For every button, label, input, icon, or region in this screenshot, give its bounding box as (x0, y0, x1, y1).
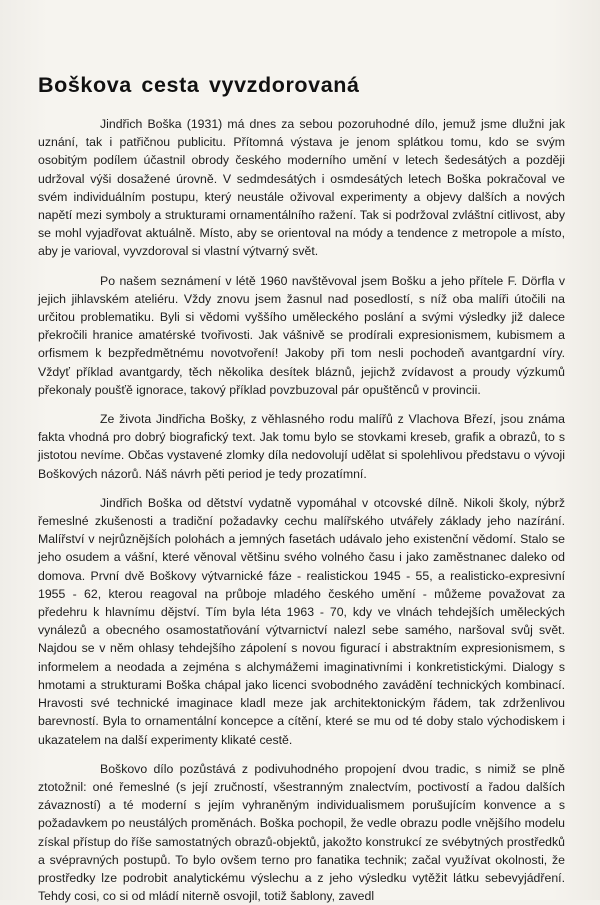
paragraph-1: Jindřich Boška (1931) má dnes za sebou pozoruhodné dílo, jemuž jsme dlužni jak uznání, tak i patřičnou publicitu. Přítomná výstava je jenom splátkou tomu, kdo se svým osobitým podílem účastnil obrody českého moderního umění v letech šedesátých a později udržoval výši dosažené úrovně. V sedmdesátých i osmdesátých letech Boška pokračoval ve svém individuálním postupu, který neustále oživoval experimenty a objevy dalších a nových napětí mezi symboly a strukturami ornamentálního ražení. Tak si podržoval zvláštní citlivost, aby se mohl vyjadřovat aktuálně. Místo, aby se orientoval na módy a tendence z metropole a místo, aby je varioval, vyvzdoroval si vlastní výtvarný svět. (38, 117, 565, 259)
paragraph-3: Ze života Jindřicha Bošky, z věhlasného rodu malířů z Vlachova Březí, jsou známa fakta vhodná pro dobrý biografický text. Jak tomu bylo se stovkami kreseb, grafik a obrazů, to s jistotou nevíme. Občas vystavené zlomky díla nedovolují udělat si spolehlivou představu o vývoji Boškových názorů. Náš návrh pěti period je tedy prozatímní. (38, 412, 565, 481)
paragraph-4: Jindřich Boška od dětství vydatně vypomáhal v otcovské dílně. Nikoli školy, nýbrž řemeslné zkušenosti a tradiční požadavky cechu malířského utvářely základy jeho nazírání. Malířství v nejrůznějších polohách a jemných fasetách udávalo jeho existenční vědomí. Stalo se jeho osudem a vášní, které věnoval většinu svého volného času i jako zaměstnanec daleko od domova. První dvě Boškovy výtvarnické fáze - realistickou 1945 - 55, a realisticko-expresivní 1955 - 62, kterou reagoval na průboje mladého českého umění - můžeme považovat za předehru k hlavnímu dějství. Tím byla léta 1963 - 70, kdy ve vlnách tehdejších uměleckých vynálezů a obecného osamostatňování výtvarnictví nalezl sebe samého, naršoval svůj svět. Najdou se v něm ohlasy tehdejšího zápolení s novou figurací i abstraktním expresionismem, s informelem a neodada a zejména s alchymážemi imaginativními i konkretistickými. Dialogy s hmotami a strukturami Boška chápal jako licenci svobodného zavádění technických kombinací. Hravosti své technické imaginace kladl meze jak architektonickým řádem, tak zdrženlivou barevností. Byla to ornamentální koncepce a cítění, které se mu od té doby stalo východiskem i ukazatelem na další experimenty klikaté cestě. (38, 495, 565, 747)
paragraph-5: Boškovo dílo pozůstává z podivuhodného propojení dvou tradic, s nimiž se plně ztotožnil: oné řemeslné (s její zručností, všestranným znalectvím, poctivostí a řadou dalších závazností) a té moderní s jejím vyhraněným individualismem porušujícím konvence a s požadavkem po neustálých proměnách. Boška pochopil, že vedle obrazu podle vnějšího modelu získal přístup do říše samostatných obrazů-objektů, jakožto konstrukcí ze svébytných prostředků a svépravných postupů. To bylo ovšem terno pro fanatika technik; začal využívat okolnosti, že prostředky lze podrobit analytickému výslechu a z jeho výsledku vytěžit látku sebevyjádření. Tehdy cosi, co si od mládí niterně osvojil, totiž šablony, zavedl (38, 761, 565, 904)
paragraph-2: Po našem seznámení v létě 1960 navštěvoval jsem Bošku a jeho přítele F. Dörfla v jejich jihlavském ateliéru. Vždy znovu jsem žasnul nad posedlostí, s níž oba malíři útočili na určitou problematiku. Byli si vědomi vyššího uměleckého poslání a svými výsledky již dalece překročili hranice amatérské tvořivosti. Jak vášnivě se prodírali expresionismem, kubismem a orfismem k bezpředmětnému novotvoření! Jakoby při tom nesli pochodeň avantgardní víry. Vždyť příklad avantgardy, těch několika desítek bláznů, jejichž zvídavost a proudy výzkumů překonaly poušťě ignorace, takový příklad povzbuzoval pár opuštěnců v provincii. (38, 273, 565, 397)
page-title: Boškova cesta vyvzdorovaná (38, 73, 360, 97)
